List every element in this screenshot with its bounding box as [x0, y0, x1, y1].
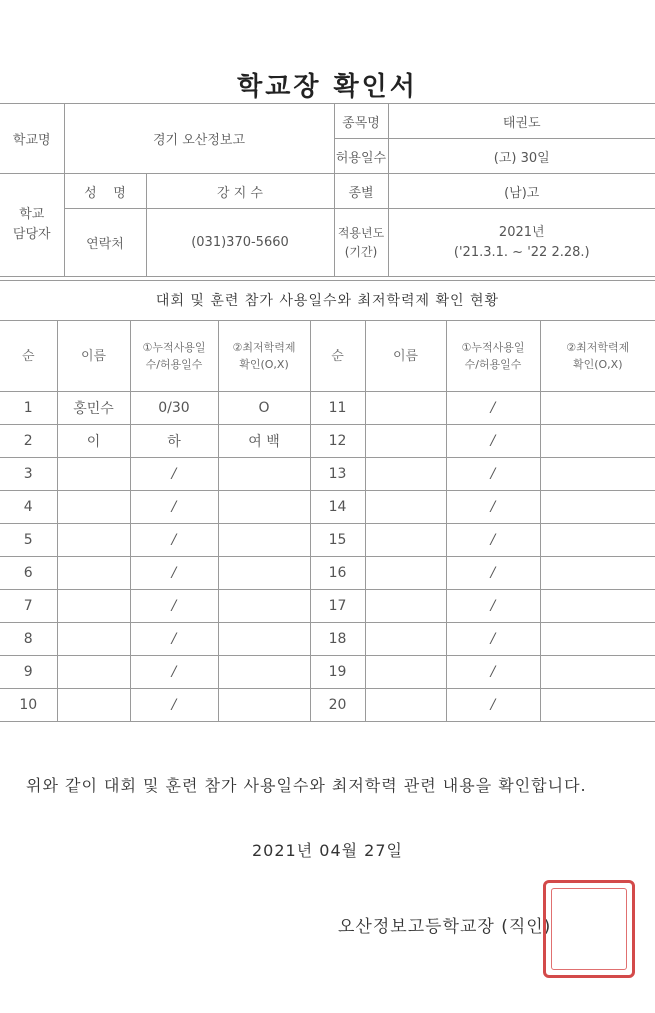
student-name: [365, 623, 446, 656]
row-number: 18: [310, 623, 365, 656]
days-used: /: [130, 458, 218, 491]
row-number: 8: [0, 623, 57, 656]
grade-check: [218, 491, 310, 524]
student-name: [57, 491, 130, 524]
official-seal-stamp: [543, 880, 635, 978]
days-used: /: [446, 656, 540, 689]
row-number: 9: [0, 656, 57, 689]
table-row: [0, 458, 655, 491]
header-check-right: ②최저학력제 확인(O,X): [540, 321, 655, 392]
allowed-days-label: 허용일수: [334, 139, 388, 174]
grade-check: [218, 458, 310, 491]
row-number: 20: [310, 689, 365, 722]
grade-check: [218, 656, 310, 689]
days-used: /: [446, 425, 540, 458]
student-name: [57, 557, 130, 590]
student-name: [57, 590, 130, 623]
row-number: 10: [0, 689, 57, 722]
student-name: [57, 689, 130, 722]
grade-check: [218, 623, 310, 656]
days-used: /: [130, 557, 218, 590]
days-used: /: [446, 524, 540, 557]
student-name: [365, 590, 446, 623]
row-number: 3: [0, 458, 57, 491]
grade-check: [218, 524, 310, 557]
row-number: 1: [0, 392, 57, 425]
student-name: [57, 656, 130, 689]
usage-header-row: [0, 321, 655, 392]
grade-check: [540, 425, 655, 458]
grade-check: [540, 656, 655, 689]
row-number: 13: [310, 458, 365, 491]
days-used: /: [130, 491, 218, 524]
name-value: 강 지 수: [146, 174, 334, 209]
row-number: 17: [310, 590, 365, 623]
header-days-left: ①누적사용일 수/허용일수: [130, 321, 218, 392]
manager-label: 학교 담당자: [0, 174, 64, 277]
school-name: 경기 오산정보고: [64, 104, 334, 174]
grade-check: [540, 557, 655, 590]
table-row: [0, 557, 655, 590]
header-days-right: ①누적사용일 수/허용일수: [446, 321, 540, 392]
table-row: [0, 590, 655, 623]
days-used: 하: [130, 425, 218, 458]
grade-check: [540, 392, 655, 425]
grade-check: [218, 590, 310, 623]
year-value: 2021년: [498, 224, 545, 240]
table-row: [0, 689, 655, 722]
principal-signature: 오산정보고등학교장 (직인): [338, 917, 552, 937]
sport-value: 태권도: [388, 104, 655, 139]
row-number: 5: [0, 524, 57, 557]
days-used: /: [446, 689, 540, 722]
student-name: [365, 491, 446, 524]
grade-check: [218, 689, 310, 722]
school-label: 학교명: [0, 104, 64, 174]
days-used: /: [446, 392, 540, 425]
header-check-left: ②최저학력제 확인(O,X): [218, 321, 310, 392]
usage-table: [0, 320, 655, 722]
section-title: 대회 및 훈련 참가 사용일수와 최저학력제 확인 현황: [0, 280, 655, 321]
contact-label: 연락처: [64, 209, 146, 277]
row-number: 19: [310, 656, 365, 689]
header-no-left: 순: [0, 321, 57, 392]
table-row: [0, 656, 655, 689]
grade-check: [540, 524, 655, 557]
grade-check: [540, 623, 655, 656]
table-row: [0, 392, 655, 425]
row-number: 4: [0, 491, 57, 524]
grade-check: [540, 491, 655, 524]
name-label: 성 명: [64, 174, 146, 209]
student-name: [365, 392, 446, 425]
student-name: [57, 458, 130, 491]
row-number: 14: [310, 491, 365, 524]
school-info-table: [0, 103, 655, 277]
table-row: [0, 524, 655, 557]
days-used: /: [130, 623, 218, 656]
days-used: /: [130, 656, 218, 689]
allowed-days-value: (고) 30일: [388, 139, 655, 174]
row-number: 2: [0, 425, 57, 458]
header-name-right: 이름: [365, 321, 446, 392]
days-used: /: [446, 491, 540, 524]
row-number: 7: [0, 590, 57, 623]
student-name: [57, 623, 130, 656]
days-used: /: [130, 689, 218, 722]
grade-check: 여 백: [218, 425, 310, 458]
days-used: /: [130, 590, 218, 623]
year-label: 적용년도 (기간): [334, 209, 388, 277]
days-used: /: [446, 557, 540, 590]
days-used: /: [446, 458, 540, 491]
student-name: [57, 524, 130, 557]
grade-check: [540, 689, 655, 722]
student-name: 이: [57, 425, 130, 458]
days-used: 0/30: [130, 392, 218, 425]
student-name: [365, 656, 446, 689]
student-name: [365, 425, 446, 458]
statement-text: 위와 같이 대회 및 훈련 참가 사용일수와 최저학력 관련 내용을 확인합니다.: [26, 776, 587, 795]
document-date: 2021년 04월 27일: [252, 841, 403, 860]
year-cell: [388, 209, 655, 277]
days-used: /: [446, 623, 540, 656]
grade-value: (남)고: [388, 174, 655, 209]
row-number: 16: [310, 557, 365, 590]
student-name: [365, 689, 446, 722]
student-name: 홍민수: [57, 392, 130, 425]
student-name: [365, 458, 446, 491]
grade-check: [540, 458, 655, 491]
header-name-left: 이름: [57, 321, 130, 392]
row-number: 11: [310, 392, 365, 425]
table-row: [0, 425, 655, 458]
header-no-right: 순: [310, 321, 365, 392]
row-number: 12: [310, 425, 365, 458]
sport-label: 종목명: [334, 104, 388, 139]
period-value: ('21.3.1. ~ '22 2.28.): [453, 244, 590, 260]
days-used: /: [446, 590, 540, 623]
student-name: [365, 524, 446, 557]
grade-check: O: [218, 392, 310, 425]
grade-label: 종별: [334, 174, 388, 209]
table-row: [0, 623, 655, 656]
contact-value: (031)370-5660: [146, 209, 334, 277]
grade-check: [540, 590, 655, 623]
document-title: 학교장 확인서: [237, 72, 418, 102]
row-number: 15: [310, 524, 365, 557]
table-row: [0, 491, 655, 524]
row-number: 6: [0, 557, 57, 590]
grade-check: [218, 557, 310, 590]
days-used: /: [130, 524, 218, 557]
student-name: [365, 557, 446, 590]
